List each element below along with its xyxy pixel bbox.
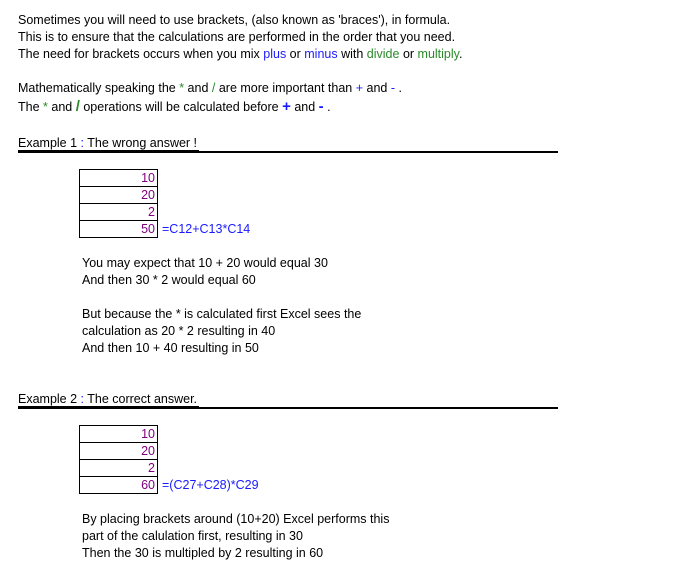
colon: : — [80, 392, 85, 406]
example-2-formula: =(C27+C28)*C29 — [162, 478, 259, 492]
cell[interactable]: 20 — [80, 187, 158, 204]
text: and — [184, 81, 212, 95]
example-1-header — [18, 135, 558, 153]
note-line: calculation as 20 * 2 resulting in 40 — [82, 324, 276, 338]
multiply-word: multiply — [417, 47, 459, 61]
text: are more important than — [215, 81, 356, 95]
intro-line-2: This is to ensure that the calculations are performed in the order that you need. — [18, 30, 456, 44]
slash-symbol: / — [211, 81, 216, 95]
plus-word: plus — [263, 47, 287, 61]
note-line: By placing brackets around (10+20) Excel performs this — [82, 512, 390, 526]
text: Mathematically speaking the — [18, 81, 180, 95]
result-cell[interactable]: 60 — [80, 477, 158, 494]
text: Example 2 — [18, 392, 81, 406]
note-line: Then the 30 is multipled by 2 resulting in 60 — [82, 546, 324, 560]
note-line: And then 30 * 2 would equal 60 — [82, 273, 256, 287]
cell[interactable]: 10 — [80, 426, 158, 443]
cell-row — [80, 204, 158, 221]
cell[interactable]: 10 — [80, 170, 158, 187]
cell-row — [80, 221, 158, 238]
text: Example 1 — [18, 136, 81, 150]
text: or — [399, 47, 418, 61]
text: The need for brackets occurs when you mix — [18, 47, 264, 61]
cell-row — [80, 426, 158, 443]
text: and — [363, 81, 391, 95]
intro-line-5 — [18, 99, 331, 115]
example-1-title — [18, 136, 199, 151]
example-2-header — [18, 391, 558, 409]
intro-line-4 — [18, 80, 402, 96]
colon: : — [80, 136, 85, 150]
star-symbol: * — [179, 81, 185, 95]
example-2-cells — [79, 425, 158, 494]
minus-symbol: - — [390, 81, 396, 95]
text: . — [458, 47, 463, 61]
cell[interactable]: 2 — [80, 460, 158, 477]
cell[interactable]: 20 — [80, 443, 158, 460]
cell-row — [80, 477, 158, 494]
result-cell[interactable]: 50 — [80, 221, 158, 238]
intro-line-3 — [18, 46, 462, 62]
plus-symbol: + — [355, 81, 364, 95]
text: operations will be calculated before — [79, 100, 283, 114]
text: and — [47, 100, 76, 114]
note-line: But because the * is calculated first Excel sees the — [82, 307, 362, 321]
star-symbol: * — [43, 100, 48, 114]
plus-symbol: + — [282, 98, 291, 115]
minus-word: minus — [304, 47, 338, 61]
text: The wrong answer ! — [84, 136, 198, 150]
text: . — [395, 81, 402, 95]
example-2-title — [18, 392, 199, 407]
text: . — [323, 100, 331, 114]
cell-row — [80, 460, 158, 477]
text: The — [18, 100, 44, 114]
cell-row — [80, 170, 158, 187]
divide-word: divide — [366, 47, 400, 61]
slash-symbol: / — [75, 98, 80, 115]
minus-symbol: - — [318, 98, 324, 115]
text: or — [286, 47, 305, 61]
example-1-cells — [79, 169, 158, 238]
cell[interactable]: 2 — [80, 204, 158, 221]
text: and — [290, 100, 319, 114]
text: with — [337, 47, 367, 61]
note-line: You may expect that 10 + 20 would equal 30 — [82, 256, 328, 270]
intro-line-1: Sometimes you will need to use brackets, (also known as 'braces'), in formula. — [18, 13, 451, 27]
cell-row — [80, 187, 158, 204]
text: The correct answer. — [84, 392, 198, 406]
note-line: part of the calulation first, resulting in 30 — [82, 529, 303, 543]
cell-row — [80, 443, 158, 460]
example-1-formula: =C12+C13*C14 — [162, 222, 251, 236]
note-line: And then 10 + 40 resulting in 50 — [82, 341, 259, 355]
